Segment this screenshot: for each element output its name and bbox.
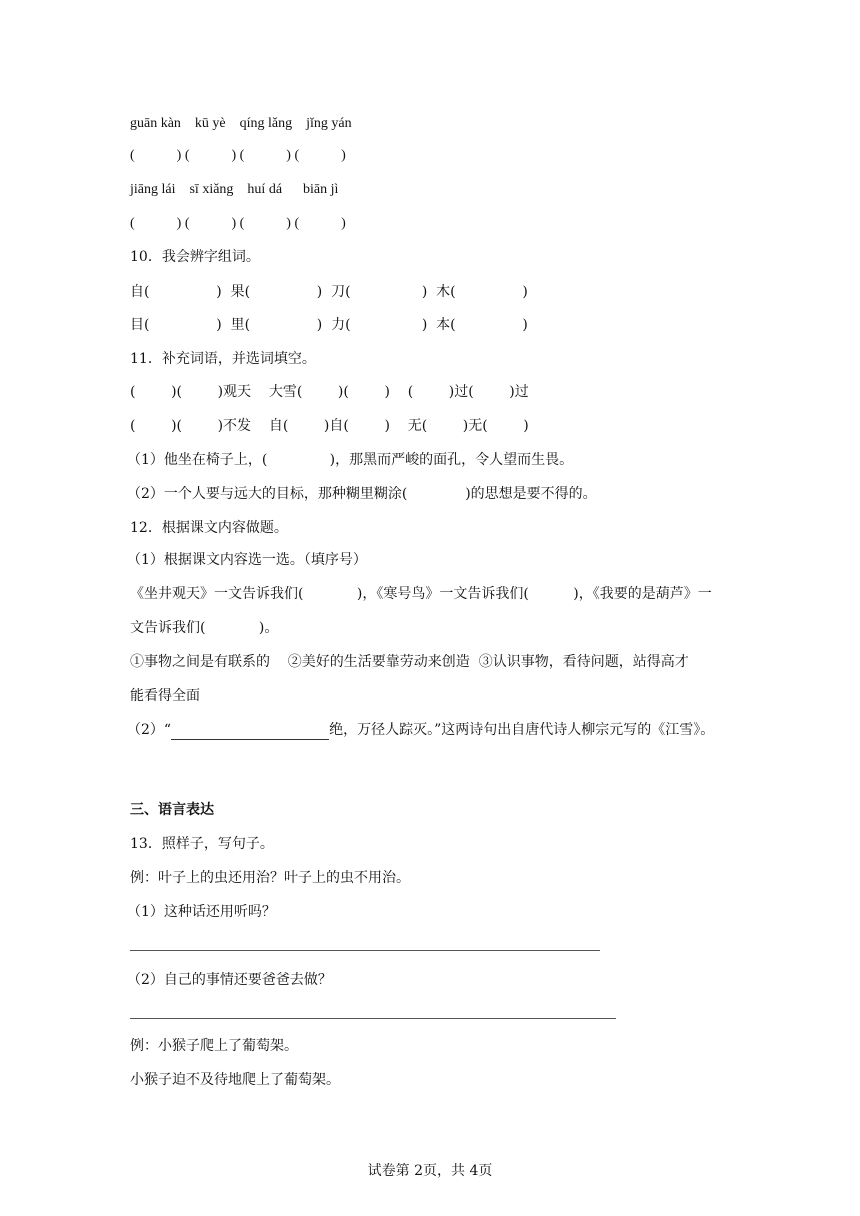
answer-line-1[interactable] xyxy=(130,950,600,951)
answer-line-2[interactable] xyxy=(130,1018,616,1019)
q12-sub-2-prefix: （2）“ xyxy=(127,722,172,738)
q13-example-2: 例：小猴子爬上了葡萄架。 xyxy=(130,1038,298,1054)
q11-title: 11．补充词语，并选词填空。 xyxy=(130,351,316,367)
q12-sub-2-suffix: 绝，万径人踪灭。”这两诗句出自唐代诗人柳宗元写的《江雪》。 xyxy=(329,722,715,738)
q10-title: 10．我会辨字组词。 xyxy=(130,249,260,265)
q12-sub-1: （1）根据课文内容选一选。（填序号） xyxy=(127,552,367,568)
q10-row-1[interactable]: 自( ) 果( ) 刀( ) 木( ) xyxy=(130,284,528,300)
q11-row-1[interactable]: ( )( )观天 大雪( )( ) ( )过( )过 xyxy=(130,384,529,400)
q13-example-2b: 小猴子迫不及待地爬上了葡萄架。 xyxy=(130,1072,340,1088)
q12-sub-2 xyxy=(127,720,714,740)
q9-pinyin-row-2: jiāng lái sī xiǎng huí dá biān jì xyxy=(130,182,339,197)
q13-example-1: 例：叶子上的虫还用治？叶子上的虫不用治。 xyxy=(130,870,410,886)
q12-options-1: ①事物之间是有联系的 ②美好的生活要靠劳动来创造 ③认识事物，看待问题，站得高才 xyxy=(130,654,689,670)
q13-sentence-2: （2）自己的事情还要爸爸去做？ xyxy=(127,972,332,988)
q9-blank-row-2[interactable]: ( ) ( ) ( ) ( ) xyxy=(130,216,346,231)
q12-options-2: 能看得全面 xyxy=(130,688,200,704)
q12-title: 12．根据课文内容做题。 xyxy=(130,520,288,536)
q9-pinyin-row-1: guān kàn kū yè qíng lǎng jǐng yán xyxy=(130,116,352,131)
page-footer: 试卷第 2页，共 4页 xyxy=(367,1163,493,1179)
q13-title: 13．照样子，写句子。 xyxy=(130,836,274,852)
q12-line-1[interactable]: 《坐井观天》一文告诉我们( )，《寒号鸟》一文告诉我们( )，《我要的是葫芦》一 xyxy=(130,586,712,602)
q11-sentence-1[interactable]: （1）他坐在椅子上，( )，那黑而严峻的面孔，令人望而生畏。 xyxy=(127,452,574,468)
section-3-title: 三、语言表达 xyxy=(130,802,214,818)
q11-row-2[interactable]: ( )( )不发 自( )自( ) 无( )无( ) xyxy=(130,418,529,434)
poem-blank[interactable] xyxy=(171,725,329,740)
q12-line-2[interactable]: 文告诉我们( )。 xyxy=(130,620,279,636)
q11-sentence-2[interactable]: （2）一个人要与远大的目标，那种糊里糊涂( )的思想是要不得的。 xyxy=(127,486,597,502)
q10-row-2[interactable]: 目( ) 里( ) 力( ) 本( ) xyxy=(130,317,528,333)
q13-sentence-1: （1）这种话还用听吗？ xyxy=(127,904,276,920)
q9-blank-row-1[interactable]: ( ) ( ) ( ) ( ) xyxy=(130,148,346,163)
